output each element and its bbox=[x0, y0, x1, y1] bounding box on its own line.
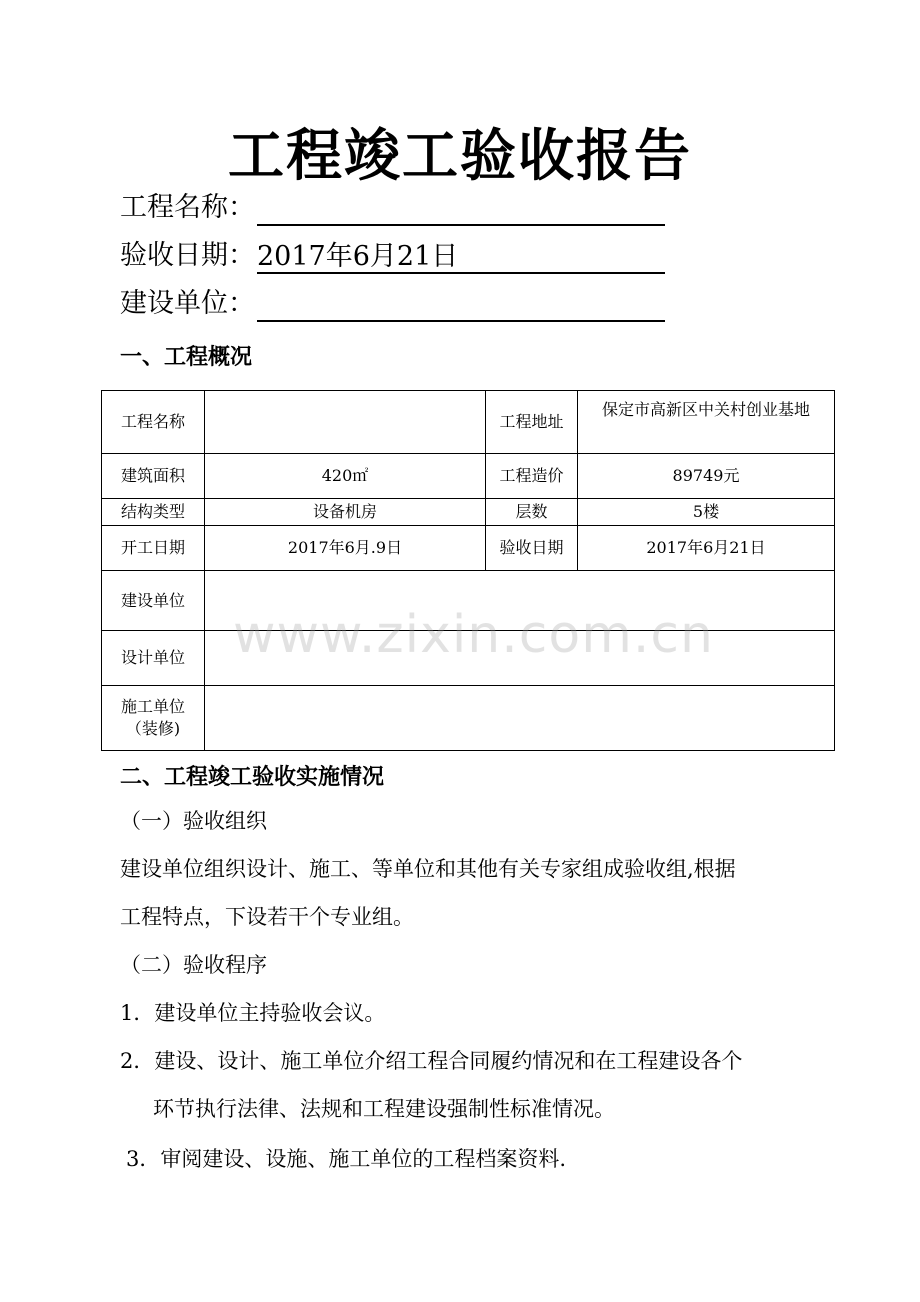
table-row bbox=[102, 454, 835, 499]
cell-structure-value: 设备机房 bbox=[205, 499, 486, 526]
procedure-item-2-line1: 2．建设、设计、施工单位介绍工程合同履约情况和在工程建设各个 bbox=[120, 1049, 743, 1073]
cell-builder-value bbox=[205, 571, 835, 631]
project-name-field bbox=[120, 190, 665, 226]
section-1-heading: 一、工程概况 bbox=[120, 345, 253, 370]
cell-builder-label: 建设单位 bbox=[102, 571, 205, 631]
procedure-item-2-line2: 环节执行法律、法规和工程建设强制性标准情况。 bbox=[153, 1097, 615, 1121]
subsection-1-body-line2: 工程特点，下设若干个专业组。 bbox=[120, 905, 414, 929]
procedure-item-3: 3．审阅建设、设施、施工单位的工程档案资料. bbox=[126, 1147, 567, 1171]
cell-acceptance-date-label: 验收日期 bbox=[486, 526, 578, 571]
contractor-label-line2: （装修) bbox=[125, 719, 181, 738]
cell-designer-value bbox=[205, 631, 835, 686]
project-name-label: 工程名称： bbox=[120, 192, 255, 223]
cell-address-label: 工程地址 bbox=[486, 391, 578, 454]
cell-structure-label: 结构类型 bbox=[102, 499, 205, 526]
builder-value bbox=[257, 290, 665, 322]
subsection-1-body-line1: 建设单位组织设计、施工、等单位和其他有关专家组成验收组,根据 bbox=[120, 857, 736, 881]
cell-area-value: 420㎡ bbox=[205, 454, 486, 499]
cell-floors-value: 5楼 bbox=[578, 499, 835, 526]
cell-designer-label: 设计单位 bbox=[102, 631, 205, 686]
cell-project-name-value bbox=[205, 391, 486, 454]
cell-floors-label: 层数 bbox=[486, 499, 578, 526]
document-title: 工程竣工验收报告 bbox=[228, 124, 692, 189]
cell-start-date-label: 开工日期 bbox=[102, 526, 205, 571]
acceptance-date-value: 2017年6月21日 bbox=[257, 242, 665, 274]
builder-field bbox=[120, 286, 665, 322]
cell-area-label: 建筑面积 bbox=[102, 454, 205, 499]
builder-label: 建设单位： bbox=[120, 288, 255, 319]
project-name-value bbox=[257, 194, 665, 226]
table-row bbox=[102, 686, 835, 751]
cell-acceptance-date-value: 2017年6月21日 bbox=[578, 526, 835, 571]
watermark: www.zixin.com.cn bbox=[233, 605, 714, 665]
cell-address-value: 保定市高新区中关村创业基地 bbox=[578, 391, 835, 454]
cell-cost-value: 89749元 bbox=[578, 454, 835, 499]
acceptance-date-label: 验收日期： bbox=[120, 240, 255, 271]
cell-start-date-value: 2017年6月.9日 bbox=[205, 526, 486, 571]
acceptance-date-field bbox=[120, 238, 665, 274]
procedure-item-1: 1．建设单位主持验收会议。 bbox=[120, 1001, 386, 1025]
cell-contractor-value bbox=[205, 686, 835, 751]
table-row bbox=[102, 526, 835, 571]
section-2-heading: 二、工程竣工验收实施情况 bbox=[120, 765, 385, 790]
project-overview-table bbox=[101, 390, 835, 751]
table-row bbox=[102, 631, 835, 686]
table-row bbox=[102, 499, 835, 526]
cell-contractor-label bbox=[102, 686, 205, 751]
subsection-1-title: （一）验收组织 bbox=[120, 809, 267, 833]
subsection-2-title: （二）验收程序 bbox=[120, 953, 267, 977]
cell-cost-label: 工程造价 bbox=[486, 454, 578, 499]
table-row bbox=[102, 391, 835, 454]
table-row bbox=[102, 571, 835, 631]
cell-project-name-label: 工程名称 bbox=[102, 391, 205, 454]
contractor-label-line1: 施工单位 bbox=[120, 697, 185, 716]
